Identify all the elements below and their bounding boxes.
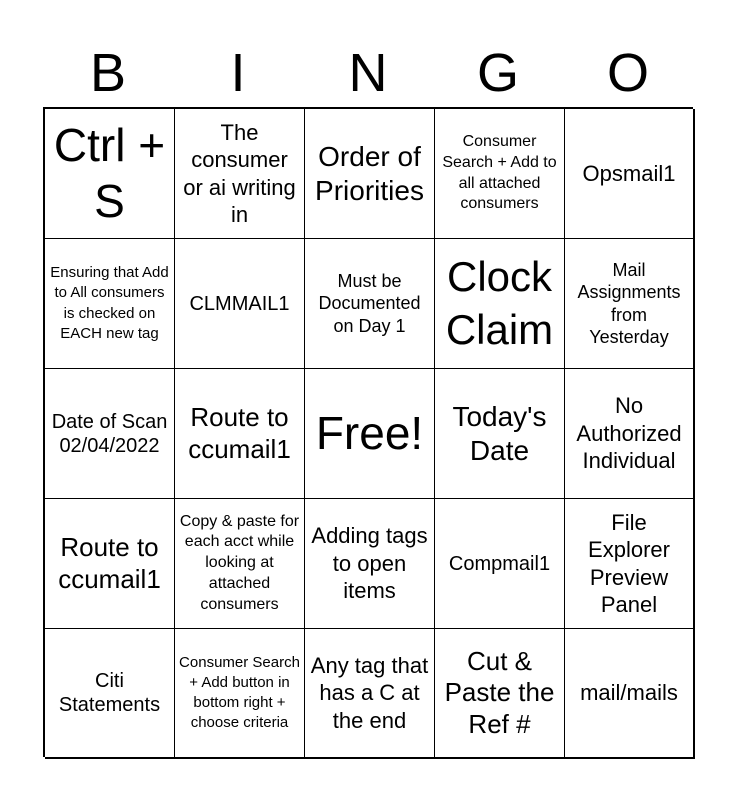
bingo-cell[interactable]: Clock Claim <box>435 239 565 369</box>
bingo-cell[interactable]: The consumer or ai writing in <box>175 109 305 239</box>
bingo-cell[interactable]: Date of Scan 02/04/2022 <box>45 369 175 499</box>
bingo-cell[interactable]: Route to ccumail1 <box>45 499 175 629</box>
free-space-cell[interactable]: Free! <box>305 369 435 499</box>
header-letter-g: G <box>476 43 519 103</box>
bingo-cell[interactable]: mail/mails <box>565 629 695 759</box>
bingo-cell[interactable]: Mail Assignments from Yesterday <box>565 239 695 369</box>
bingo-cell[interactable]: Citi Statements <box>45 629 175 759</box>
bingo-cell[interactable]: Cut & Paste the Ref # <box>435 629 565 759</box>
bingo-cell[interactable]: Consumer Search + Add button in bottom right + choose criteria <box>175 629 305 759</box>
header-letter-n: N <box>348 43 388 103</box>
bingo-card-grid <box>43 107 693 757</box>
bingo-header <box>43 40 693 106</box>
bingo-cell[interactable]: Copy & paste for each acct while looking at attached consumers <box>175 499 305 629</box>
bingo-cell[interactable]: Compmail1 <box>435 499 565 629</box>
bingo-cell[interactable]: CLMMAIL1 <box>175 239 305 369</box>
bingo-cell[interactable]: Order of Priorities <box>305 109 435 239</box>
bingo-cell[interactable]: Ctrl + S <box>45 109 175 239</box>
bingo-cell[interactable]: Opsmail1 <box>565 109 695 239</box>
header-letter-o: O <box>606 43 649 103</box>
bingo-cell[interactable]: Adding tags to open items <box>305 499 435 629</box>
bingo-cell[interactable]: Today's Date <box>435 369 565 499</box>
header-letter-b: B <box>89 43 127 103</box>
bingo-cell[interactable]: Route to ccumail1 <box>175 369 305 499</box>
bingo-cell[interactable]: No Authorized Individual <box>565 369 695 499</box>
bingo-cell[interactable]: Consumer Search + Add to all attached consumers <box>435 109 565 239</box>
bingo-cell[interactable]: File Explorer Preview Panel <box>565 499 695 629</box>
bingo-cell[interactable]: Must be Documented on Day 1 <box>305 239 435 369</box>
bingo-cell[interactable]: Any tag that has a C at the end <box>305 629 435 759</box>
bingo-cell[interactable]: Ensuring that Add to All consumers is checked on EACH new tag <box>45 239 175 369</box>
header-letter-i: I <box>230 43 246 103</box>
